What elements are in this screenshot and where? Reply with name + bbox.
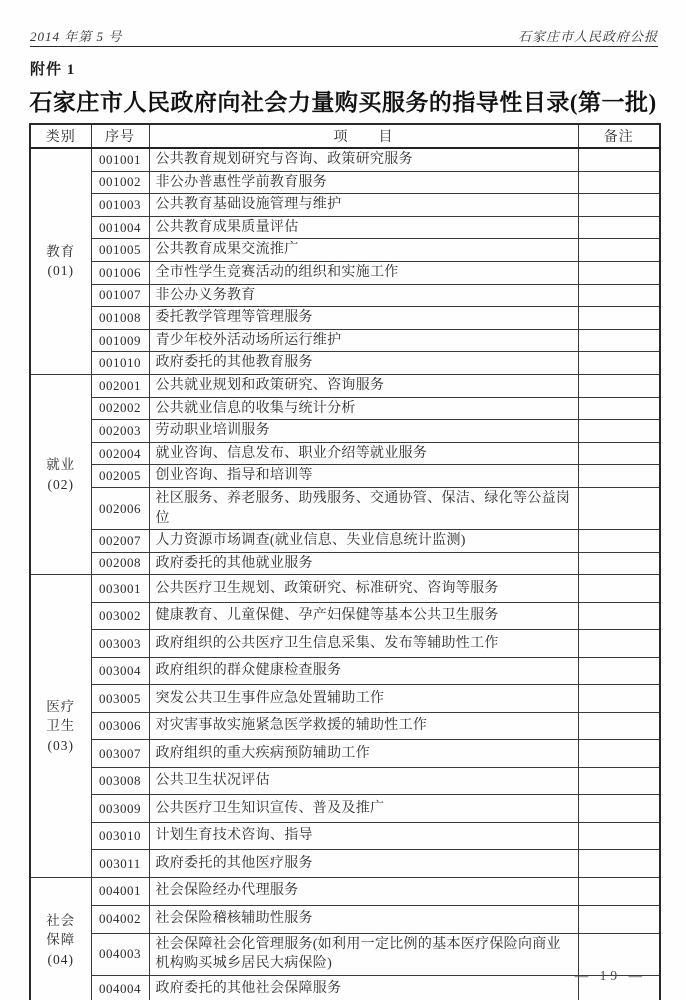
table-row	[30, 352, 660, 375]
category-line: 保障	[46, 932, 76, 948]
serial-cell: 002003	[91, 420, 149, 443]
issue-number: 2014 年第 5 号	[30, 29, 123, 44]
category-line: (03)	[47, 737, 74, 753]
table-row	[30, 239, 660, 262]
item-cell: 公共卫生状况评估	[149, 767, 578, 795]
remark-cell	[578, 795, 660, 823]
table-row	[30, 171, 660, 194]
serial-cell: 001010	[91, 352, 149, 375]
serial-cell: 002004	[91, 442, 149, 465]
remark-cell	[578, 239, 660, 262]
serial-cell: 001004	[91, 216, 149, 239]
serial-cell: 001001	[91, 148, 149, 171]
serial-cell: 001006	[91, 261, 149, 284]
category-line: (04)	[47, 951, 74, 967]
serial-cell: 001009	[91, 329, 149, 352]
serial-cell: 001005	[91, 239, 149, 262]
column-header-item: 项 目	[149, 124, 578, 148]
serial-cell: 002006	[91, 487, 149, 529]
table-row	[30, 397, 660, 420]
remark-cell	[578, 194, 660, 217]
remark-cell	[578, 602, 660, 630]
serial-cell: 002002	[91, 397, 149, 420]
remark-cell	[578, 657, 660, 685]
category-cell	[30, 575, 91, 878]
item-cell: 社会保险稽核辅助性服务	[149, 905, 578, 933]
item-cell: 非公办普惠性学前教育服务	[149, 171, 578, 194]
column-header-remark: 备注	[578, 124, 660, 148]
item-cell: 政府组织的重大疾病预防辅助工作	[149, 740, 578, 768]
item-cell: 突发公共卫生事件应急处置辅助工作	[149, 685, 578, 713]
page-number: — 19 —	[574, 968, 646, 983]
item-cell: 创业咨询、指导和培训等	[149, 465, 578, 488]
page-header	[30, 26, 658, 45]
item-cell: 政府委托的其他教育服务	[149, 352, 578, 375]
item-cell: 青少年校外活动场所运行维护	[149, 329, 578, 352]
table-row	[30, 194, 660, 217]
table-row	[30, 877, 660, 905]
serial-cell: 003007	[91, 740, 149, 768]
table-row	[30, 602, 660, 630]
remark-cell	[578, 465, 660, 488]
table-row	[30, 420, 660, 443]
item-cell: 委托教学管理等管理服务	[149, 307, 578, 330]
remark-cell	[578, 374, 660, 397]
category-line: 卫生	[46, 718, 76, 734]
header-rule	[30, 46, 658, 47]
serial-cell: 001002	[91, 171, 149, 194]
table-row	[30, 822, 660, 850]
serial-cell: 003009	[91, 795, 149, 823]
category-cell	[30, 148, 91, 374]
item-cell: 公共医疗卫生知识宣传、普及及推广	[149, 795, 578, 823]
remark-cell	[578, 877, 660, 905]
table-row	[30, 552, 660, 575]
remark-cell	[578, 148, 660, 171]
remark-cell	[578, 261, 660, 284]
item-cell: 公共教育成果质量评估	[149, 216, 578, 239]
table-row	[30, 685, 660, 713]
remark-cell	[578, 905, 660, 933]
item-cell: 政府组织的公共医疗卫生信息采集、发布等辅助性工作	[149, 630, 578, 658]
item-cell: 政府委托的其他社会保障服务	[149, 975, 578, 1000]
serial-cell: 002001	[91, 374, 149, 397]
catalog-table	[29, 123, 661, 1000]
table-row	[30, 630, 660, 658]
remark-cell	[578, 329, 660, 352]
serial-cell: 004004	[91, 975, 149, 1000]
remark-cell	[578, 420, 660, 443]
table-row	[30, 442, 660, 465]
table-row	[30, 374, 660, 397]
category-line: 医疗	[46, 698, 76, 714]
table-header-row	[30, 124, 660, 148]
category-line: (02)	[47, 476, 74, 492]
table-row	[30, 657, 660, 685]
item-cell: 就业咨询、信息发布、职业介绍等就业服务	[149, 442, 578, 465]
table-row	[30, 975, 660, 1000]
table-row	[30, 148, 660, 171]
remark-cell	[578, 552, 660, 575]
table-row	[30, 216, 660, 239]
column-header-category: 类别	[30, 124, 91, 148]
remark-cell	[578, 352, 660, 375]
serial-cell: 003006	[91, 712, 149, 740]
item-cell: 政府委托的其他就业服务	[149, 552, 578, 575]
table-row	[30, 329, 660, 352]
item-cell: 健康教育、儿童保健、孕产妇保健等基本公共卫生服务	[149, 602, 578, 630]
item-cell: 全市性学生竞赛活动的组织和实施工作	[149, 261, 578, 284]
item-cell: 非公办义务教育	[149, 284, 578, 307]
remark-cell	[578, 740, 660, 768]
gazette-name: 石家庄市人民政府公报	[517, 29, 658, 44]
category-line: 教育	[46, 243, 76, 259]
column-header-serial: 序号	[91, 124, 149, 148]
item-cell: 人力资源市场调查(就业信息、失业信息统计监测)	[149, 530, 578, 553]
category-cell	[30, 877, 91, 1000]
item-cell: 公共就业规划和政策研究、咨询服务	[149, 374, 578, 397]
table-row	[30, 530, 660, 553]
remark-cell	[578, 171, 660, 194]
table-row	[30, 261, 660, 284]
table-row	[30, 740, 660, 768]
table-row	[30, 712, 660, 740]
remark-cell	[578, 530, 660, 553]
table-row	[30, 575, 660, 603]
remark-cell	[578, 487, 660, 529]
serial-cell: 003004	[91, 657, 149, 685]
table-row	[30, 905, 660, 933]
remark-cell	[578, 850, 660, 878]
remark-cell	[578, 307, 660, 330]
table-row	[30, 284, 660, 307]
serial-cell: 003010	[91, 822, 149, 850]
item-cell: 政府组织的群众健康检查服务	[149, 657, 578, 685]
table-row	[30, 465, 660, 488]
remark-cell	[578, 712, 660, 740]
remark-cell	[578, 442, 660, 465]
remark-cell	[578, 216, 660, 239]
item-cell: 劳动职业培训服务	[149, 420, 578, 443]
category-line: 社会	[46, 912, 76, 928]
serial-cell: 003005	[91, 685, 149, 713]
serial-cell: 004003	[91, 933, 149, 975]
remark-cell	[578, 397, 660, 420]
item-cell: 社会保险经办代理服务	[149, 877, 578, 905]
remark-cell	[578, 767, 660, 795]
serial-cell: 001003	[91, 194, 149, 217]
item-cell: 公共教育规划研究与咨询、政策研究服务	[149, 148, 578, 171]
remark-cell	[578, 822, 660, 850]
table-row	[30, 307, 660, 330]
serial-cell: 002005	[91, 465, 149, 488]
serial-cell: 002007	[91, 530, 149, 553]
table-row	[30, 767, 660, 795]
category-line: 就业	[46, 457, 76, 473]
category-cell	[30, 374, 91, 574]
item-cell: 公共教育基础设施管理与维护	[149, 194, 578, 217]
document-title: 石家庄市人民政府向社会力量购买服务的指导性目录(第一批)	[29, 90, 657, 115]
serial-cell: 001008	[91, 307, 149, 330]
serial-cell: 004002	[91, 905, 149, 933]
item-cell: 对灾害事故实施紧急医学救援的辅助性工作	[149, 712, 578, 740]
remark-cell	[578, 284, 660, 307]
serial-cell: 004001	[91, 877, 149, 905]
remark-cell	[578, 630, 660, 658]
category-line: (01)	[47, 263, 74, 279]
attachment-label: 附件 1	[30, 62, 76, 78]
serial-cell: 003001	[91, 575, 149, 603]
table-row	[30, 487, 660, 529]
item-cell: 社会保障社会化管理服务(如利用一定比例的基本医疗保险向商业机构购买城乡居民大病保险)	[149, 933, 578, 975]
item-cell: 公共教育成果交流推广	[149, 239, 578, 262]
item-cell: 社区服务、养老服务、助残服务、交通协管、保洁、绿化等公益岗位	[149, 487, 578, 529]
serial-cell: 003002	[91, 602, 149, 630]
serial-cell: 002008	[91, 552, 149, 575]
table-row	[30, 933, 660, 975]
item-cell: 公共就业信息的收集与统计分析	[149, 397, 578, 420]
item-cell: 公共医疗卫生规划、政策研究、标准研究、咨询等服务	[149, 575, 578, 603]
table-row	[30, 850, 660, 878]
serial-cell: 003003	[91, 630, 149, 658]
serial-cell: 003011	[91, 850, 149, 878]
remark-cell	[578, 685, 660, 713]
table-row	[30, 795, 660, 823]
serial-cell: 003008	[91, 767, 149, 795]
remark-cell	[578, 575, 660, 603]
item-cell: 政府委托的其他医疗服务	[149, 850, 578, 878]
item-cell: 计划生育技术咨询、指导	[149, 822, 578, 850]
serial-cell: 001007	[91, 284, 149, 307]
